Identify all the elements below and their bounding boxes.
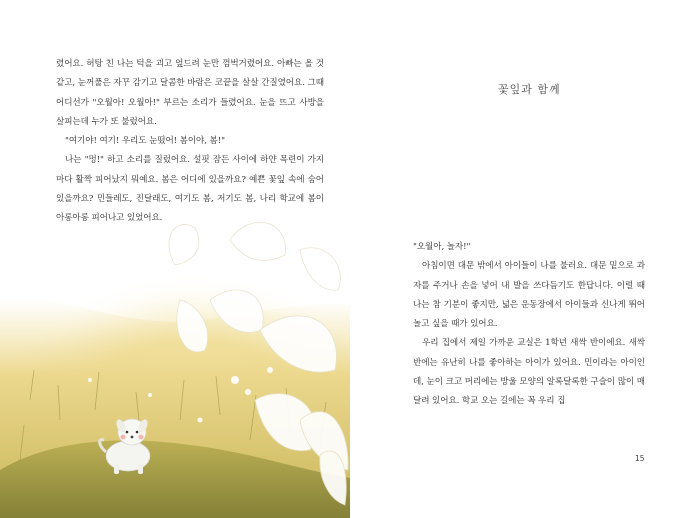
paragraph: 렸어요. 허탕 친 나는 턱을 괴고 엎드려 눈만 껌벅거렸어요. 아빠는 올 것 같고, 눈꺼풀은 자꾸 감기고 달콤한 바람은 코끝을 살살 간질였어요. 그때 어디선가 "오월아! 오월아!" 부르는 소리가 들렸어요. 눈을 뜨고 사방을 살피는데 누가 또 불렀어요. xyxy=(56,59,324,127)
paragraph: 아침이면 대문 밖에서 아이들이 나를 불러요. 대문 밑으로 과자를 주거나 손을 넣어 내 발을 쓰다듬기도 한답니다. 이럴 때 나는 참 기분이 좋지만, 넓은 운동장에서 아이들과 신나게 뛰어놀고 싶을 때가 있어요. xyxy=(413,261,645,330)
paragraph: "여기야! 여기! 우리도 눈떴어! 봄이야, 봄!" xyxy=(65,136,225,147)
right-page xyxy=(350,0,700,518)
chapter-title: 꽃잎과 함께 xyxy=(498,83,561,96)
paragraph: "오월아, 놀자!" xyxy=(413,242,471,252)
page-number: 15 xyxy=(635,454,645,463)
paragraph: 우리 집에서 제일 가까운 교실은 1학년 새싹 반이에요. 새싹 반에는 유난히 나를 좋아하는 아이가 있어요. 민이라는 아이인데, 눈이 크고 머리에는 방울 모양의 알록달록한 구슬이 많이 매달려 있어요. 학교 오는 길에는 꼭 우리 집 xyxy=(413,338,645,407)
paragraph: 나는 "멍!" 하고 소리를 질렀어요. 설핏 잠든 사이에 하얀 목련이 가지마다 활짝 피어났지 뭐예요. 봄은 어디에 있을까요? 예쁜 꽃잎 속에 숨어 있을까요? 민들레도, 진달래도, 여기도 봄, 저기도 봄, 나리 학교에 봄이 아롱아롱 피어나고 있었어요. xyxy=(56,155,324,224)
left-page-text xyxy=(56,55,324,229)
right-page-text xyxy=(413,238,645,412)
